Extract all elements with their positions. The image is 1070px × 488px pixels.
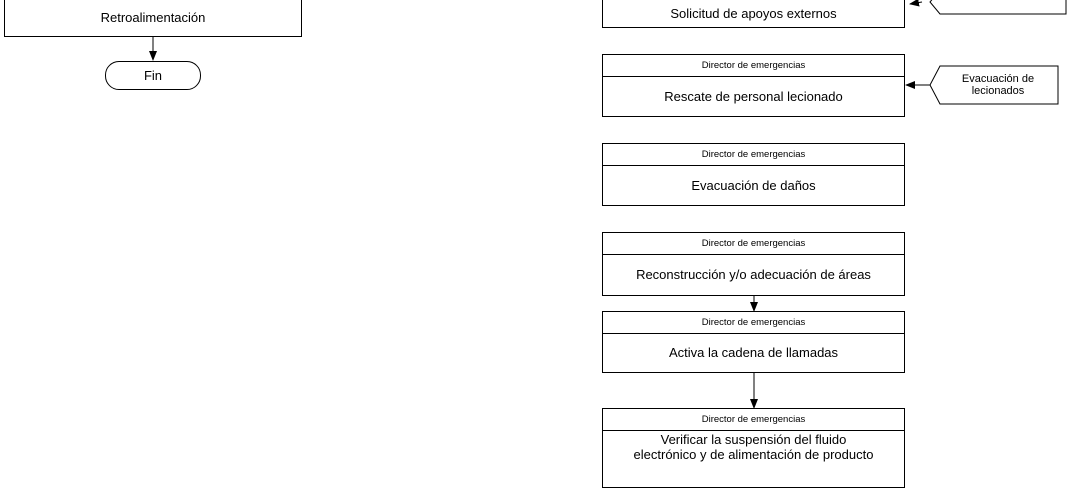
- step-verificar: [602, 408, 905, 488]
- step-role: Director de emergencias: [603, 144, 904, 166]
- solicitud-apoyos-label: Solicitud de apoyos externos: [670, 5, 837, 21]
- step-activa-cadena: [602, 311, 905, 373]
- retroalimentacion-box: [4, 0, 302, 37]
- top-note-shape: [930, 0, 1066, 14]
- step-role: Director de emergencias: [603, 233, 904, 255]
- step-evacuacion-danos: [602, 143, 905, 206]
- arrow-partial-top: [910, 2, 922, 4]
- solicitud-apoyos-box: [602, 0, 905, 28]
- step-task: Rescate de personal lecionado: [664, 88, 843, 104]
- step-reconstruccion: [602, 232, 905, 296]
- step-task: Activa la cadena de llamadas: [668, 345, 839, 360]
- step-task: Reconstrucción y/o adecuación de áreas: [636, 267, 871, 282]
- step-role: Director de emergencias: [603, 409, 904, 431]
- step-role: Director de emergencias: [603, 55, 904, 77]
- side-note-label: Evacuación de lecionados: [961, 73, 1035, 97]
- step-task: Evacuación de daños: [691, 177, 816, 193]
- side-note-evac-lesionados: [942, 70, 1054, 100]
- end-terminator: [105, 61, 201, 90]
- retroalimentacion-label: Retroalimentación: [100, 10, 206, 25]
- step-task: Verificar la suspensión del fluido electrónico y de alimentación de producto: [633, 432, 874, 462]
- end-label: Fin: [143, 68, 163, 83]
- step-role: Director de emergencias: [603, 312, 904, 334]
- step-rescate: [602, 54, 905, 117]
